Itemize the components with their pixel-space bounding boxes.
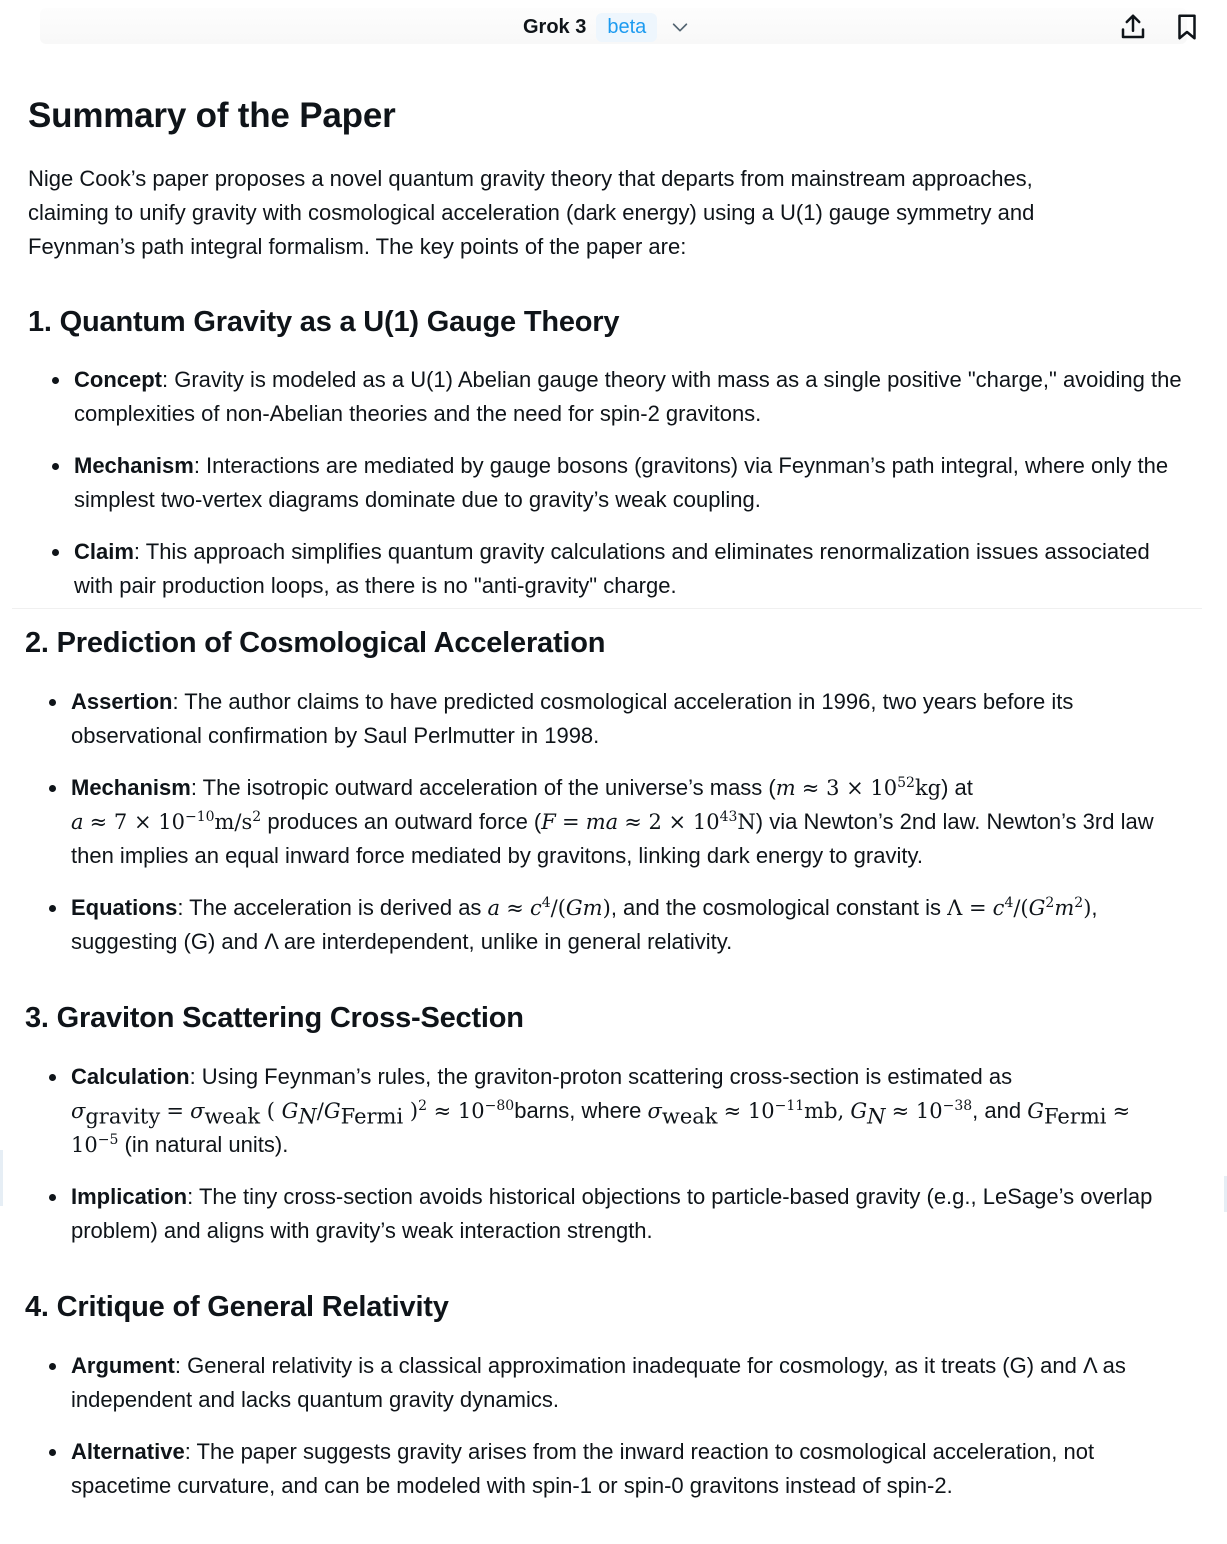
model-name: Grok 3 (523, 15, 587, 38)
top-bar (0, 0, 1227, 54)
item-label: Alternative (71, 1439, 185, 1464)
model-selector[interactable] (516, 10, 691, 44)
list-item (28, 449, 1184, 517)
left-edge-handle (0, 1150, 3, 1206)
section-list (28, 363, 1184, 621)
item-label: Argument (71, 1353, 175, 1378)
list-item (28, 363, 1184, 431)
section-heading: 1. Quantum Gravity as a U(1) Gauge Theory (28, 306, 620, 338)
item-text: , and the cosmological constant is (610, 895, 948, 920)
math-acceleration: a (71, 810, 84, 834)
item-text: barns, where (514, 1098, 648, 1123)
share-button[interactable] (1118, 12, 1148, 42)
item-label: Calculation (71, 1064, 190, 1089)
item-text: : The acceleration is derived as (177, 895, 488, 920)
item-text: : The author claims to have predicted cosmological acceleration in 1996, two years before its observational confirmation by Saul Perlmutter in 1998. (71, 689, 1074, 748)
math-mass: m (775, 776, 796, 800)
list-item (25, 1435, 1181, 1503)
math-lambda-formula: Λ = (947, 896, 987, 920)
list-item (28, 535, 1184, 603)
math-cross-section: σ (71, 1099, 86, 1123)
item-text: : This approach simplifies quantum gravity calculations and eliminates renormalization issues associated with pair production loops, as there is no "anti-gravity" charge. (74, 539, 1150, 598)
item-text: ) via Newton’s 2nd law. Newton’s 3rd law then implies an equal inward force mediated by gravitons, linking dark energy to gravity. (71, 809, 1154, 868)
item-text: produces an outward force ( (261, 809, 542, 834)
item-text: : The paper suggests gravity arises from the inward reaction to cosmological acceleration, not spacetime curvature, and can be modeled with spin-1 or spin-0 gravitons instead of spin-2. (71, 1439, 1095, 1498)
page-title: Summary of the Paper (28, 96, 396, 135)
list-item (25, 1349, 1181, 1417)
section-list (25, 1349, 1181, 1521)
item-text: : The isotropic outward acceleration of the universe’s mass ( (190, 775, 776, 800)
item-label: Assertion (71, 689, 173, 714)
item-text: ) at (941, 775, 973, 800)
item-text: : The tiny cross-section avoids historical objections to particle-based gravity (e.g., LeSage’s overlap problem) and aligns with gravity’s weak interaction strength. (71, 1184, 1153, 1243)
list-item (25, 685, 1181, 753)
intro-paragraph: Nige Cook’s paper proposes a novel quantum gravity theory that departs from mainstream approaches, claiming to unify gravity with cosmological acceleration (dark energy) using a U(1) gauge symmetry and Feynman’s path integral formalism. The key points of the paper are: (28, 166, 1035, 259)
list-item (25, 1180, 1181, 1248)
item-label: Equations (71, 895, 178, 920)
beta-badge: beta (596, 13, 657, 42)
item-text: : Gravity is modeled as a U(1) Abelian gauge theory with mass as a single positive "charge," avoiding the complexities of non-Abelian theories and the need for spin-2 gravitons. (74, 367, 1182, 426)
item-text: : General relativity is a classical approximation inadequate for cosmology, as it treats (G) and Λ as independent and lacks quantum gravity dynamics. (71, 1353, 1126, 1412)
section-list (25, 1060, 1181, 1266)
item-text: , (1091, 895, 1098, 920)
share-icon (1118, 12, 1148, 42)
section-heading: 4. Critique of General Relativity (25, 1291, 449, 1323)
bookmark-button[interactable] (1172, 12, 1202, 42)
item-text: suggesting (G) and Λ are interdependent, unlike in general relativity. (71, 929, 733, 954)
section-heading: 3. Graviton Scattering Cross-Section (25, 1002, 524, 1034)
section-list (25, 685, 1181, 977)
item-label: Mechanism (71, 775, 191, 800)
item-label: Implication (71, 1184, 188, 1209)
math-acceleration-formula: a (487, 896, 501, 920)
section-heading: 2. Prediction of Cosmological Acceleration (25, 627, 606, 659)
list-item: Calculation: Using Feynman’s rules, the graviton-proton scattering cross-section is estimated as $\sigma_{gravity} = \sigma_{weak}$ ( $G_N/G_{Fermi}$ )$^2 \approx 10^{-80}barns$, where $\sigma_{weak} \approx 10^{-11}mb$, $G_N \approx 10^{-38}$, and $G_{Fermi} \approx 10^{-5}$ (in natural units). (25, 1060, 1181, 1162)
bookmark-icon (1172, 12, 1202, 42)
divider (12, 608, 1202, 609)
chevron-down-icon[interactable] (669, 16, 691, 38)
item-text: : Interactions are mediated by gauge bosons (gravitons) via Feynman’s path integral, where only the simplest two-vertex diagrams dominate due to gravity’s weak coupling. (74, 453, 1169, 512)
item-text: , and (972, 1098, 1028, 1123)
list-item: Mechanism: The isotropic outward acceleration of the universe’s mass $(m \approx 3 \times 10^{52}kg)$ at $a \approx 7 \times 10^{-10}m/s^2$ produces an outward force (F = ma ≈ $2 \times 10^{43}N$) via Newton’s 2nd law. Newton’s 3rd law then implies an equal inward force mediated by gravitons, linking dark energy to gravity. (25, 771, 1181, 873)
item-label: Mechanism (74, 453, 194, 478)
item-text: (in natural units). (118, 1132, 289, 1157)
list-item: Equations: The acceleration is derived as $a \approx c^4/(Gm)$, and the cosmological constant is $\Lambda = c^4/(G^2m^2)$, suggesting (G) and Λ are interdependent, unlike in general relativity. (25, 891, 1181, 959)
item-label: Concept (74, 367, 162, 392)
item-text: : Using Feynman’s rules, the graviton-proton scattering cross-section is estimated as (189, 1064, 1013, 1089)
math-force: F (541, 810, 556, 834)
item-label: Claim (74, 539, 134, 564)
